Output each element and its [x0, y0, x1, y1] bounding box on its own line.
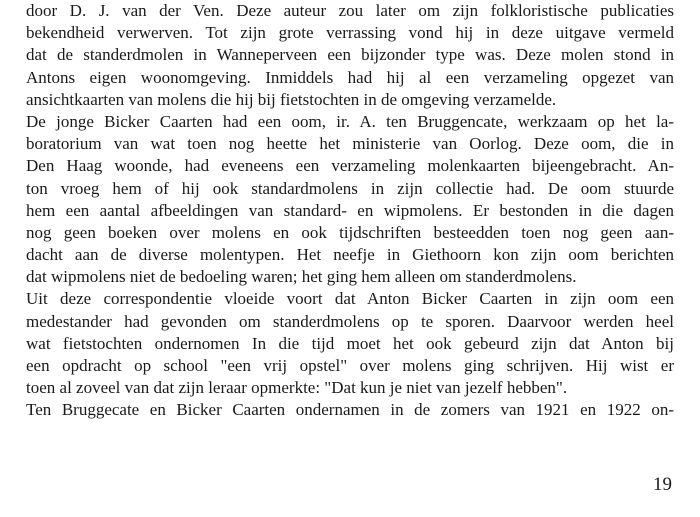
- text-line: dat wipmolens niet de bedoeling waren; het ging hem alleen om standerdmolens.: [26, 267, 577, 287]
- page-number: 19: [653, 474, 672, 495]
- text-line: De jonge Bicker Caarten had een oom, ir. A. ten Bruggencate, werkzaam op het la-: [26, 111, 674, 131]
- text-line: ton vroeg hem of hij ook standardmolens in zijn collectie had. De oom stuurde: [26, 178, 674, 198]
- text-line: hem een aantal afbeeldingen van standard- en wipmolens. Er bestonden in die dagen: [26, 200, 674, 220]
- text-line: een opdracht op school "een vrij opstel" over molens ging schrijven. Hij wist er: [26, 356, 674, 375]
- text-line: dacht aan de diverse molentypen. Het neefje in Giethoorn kon zijn oom berichten: [26, 245, 674, 265]
- text-line: bekendheid verwerven. Tot zijn grote verrassing vond hij in deze uitgave vermeld: [26, 23, 674, 43]
- text-line: ansichtkaarten van molens die hij bij fietstochten in de omgeving verzamelde.: [26, 89, 557, 109]
- text-line: Ten Bruggecate en Bicker Caarten ondernamen in de zomers van 1921 en 1922 on-: [26, 400, 674, 420]
- text-line: Uit deze correspondentie vloeide voort dat Anton Bicker Caarten in zijn oom een: [26, 289, 674, 309]
- text-line: Antons eigen woonomgeving. Inmiddels had hij al een verzameling opgezet van: [26, 67, 674, 87]
- text-line: wat fietstochten ondernomen In die tijd moet het ook gebeurd zijn dat Anton bij: [26, 333, 674, 353]
- text-line: nog geen boeken over molens en ook tijdschriften besteedden toen nog geen aan-: [26, 222, 674, 242]
- text-line: Den Haag woonde, had eveneens een verzameling molenkaarten bijeengebracht. An-: [26, 156, 674, 176]
- body-text: [26, 0, 674, 422]
- text-line: door D. J. van der Ven. Deze auteur zou later om zijn folkloristische publicaties: [26, 1, 674, 20]
- text-line: toen al zoveel van dat zijn leraar opmerkte: "Dat kun je niet van jezelf hebben".: [26, 378, 568, 398]
- text-line: medestander had gevonden om standerdmolens op te sporen. Daarvoor werden heel: [26, 311, 674, 331]
- text-line: boratorium van wat toen nog heette het ministerie van Oorlog. Deze oom, die in: [26, 134, 674, 154]
- text-line: dat de standerdmolen in Wanneperveen een bijzonder type was. Deze molen stond in: [26, 45, 674, 65]
